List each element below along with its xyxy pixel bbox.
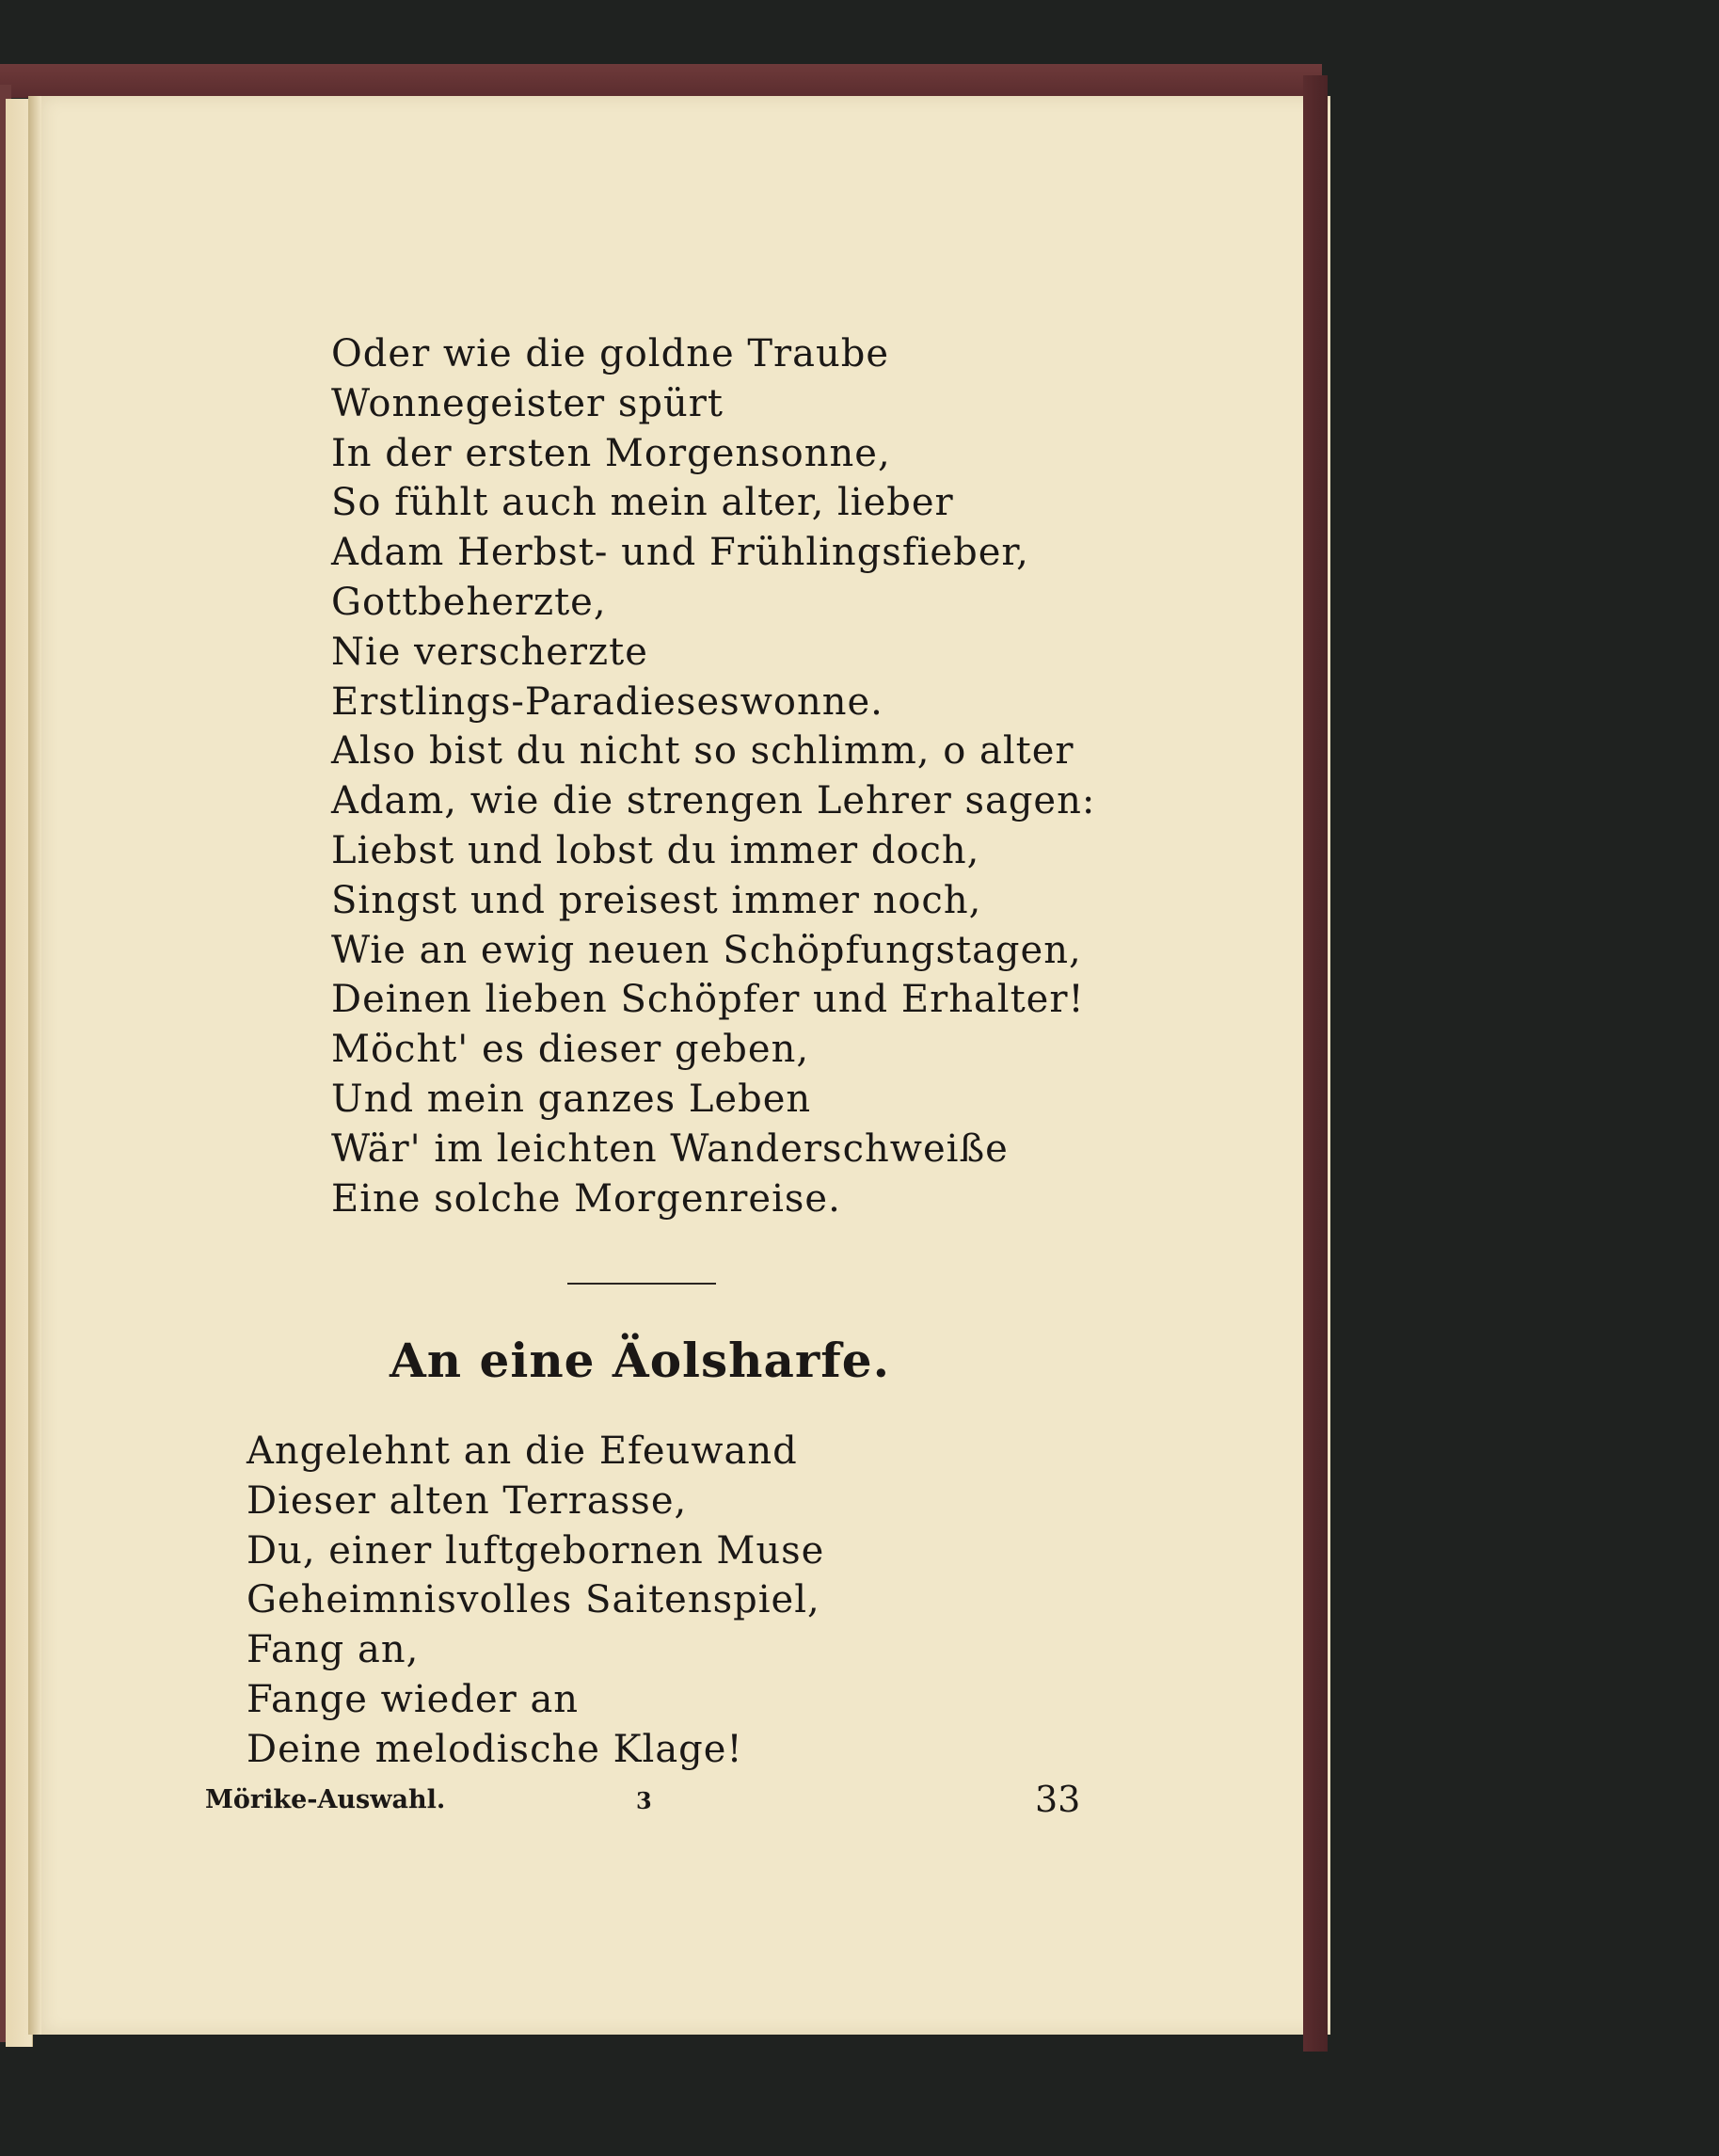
verse-line: Geheimnisvolles Saitenspiel, bbox=[247, 1578, 820, 1622]
page-gutter bbox=[28, 96, 41, 2035]
verse-line: Nie verscherzte bbox=[331, 630, 648, 674]
poem-continuation bbox=[331, 329, 1095, 1223]
verse-line: Adam Herbst- und Frühlingsfieber, bbox=[331, 531, 1029, 575]
verse-line: Liebst und lobst du immer doch, bbox=[331, 828, 980, 872]
book-cover-right-edge bbox=[1303, 75, 1328, 2052]
poem-verse bbox=[247, 1427, 824, 1775]
verse-line: Dieser alten Terrasse, bbox=[247, 1478, 688, 1523]
verse-line: Möcht' es dieser geben, bbox=[331, 1028, 810, 1072]
page-number: 33 bbox=[1035, 1779, 1081, 1820]
verse-line: Singst und preisest immer noch, bbox=[331, 878, 982, 922]
signature-mark: Mörike-Auswahl. bbox=[205, 1785, 446, 1814]
signature-number: 3 bbox=[636, 1787, 652, 1814]
poem-title: An eine Äolsharfe. bbox=[389, 1333, 891, 1388]
verse-line: Oder wie die goldne Traube bbox=[331, 332, 890, 375]
verse-line: Deinen lieben Schöpfer und Erhalter! bbox=[331, 978, 1085, 1022]
verse-line: Deine melodische Klage! bbox=[247, 1727, 743, 1771]
verse-line: Eine solche Morgenreise. bbox=[331, 1176, 841, 1221]
verse-line: Adam, wie die strengen Lehrer sagen: bbox=[331, 779, 1096, 823]
verse-line: Du, einer luftgebornen Muse bbox=[247, 1528, 825, 1573]
verse-line: Also bist du nicht so schlimm, o alter bbox=[331, 729, 1074, 774]
verse-line: Fange wieder an bbox=[247, 1677, 580, 1721]
verse-line: Und mein ganzes Leben bbox=[331, 1077, 812, 1121]
verse-line: Angelehnt an die Efeuwand bbox=[247, 1429, 798, 1473]
verse-line: Fang an, bbox=[247, 1628, 420, 1672]
verse-line: Wie an ewig neuen Schöpfungstagen, bbox=[331, 928, 1082, 972]
book-cover-top-edge bbox=[0, 64, 1322, 98]
verse-line: Erstlings-Paradieseswonne. bbox=[331, 679, 883, 724]
verse-line: Wonnegeister spürt bbox=[331, 381, 724, 425]
verse-line: In der ersten Morgensonne, bbox=[331, 431, 891, 475]
verse-line: Wär' im leichten Wanderschweiße bbox=[331, 1126, 1009, 1171]
section-divider bbox=[567, 1283, 716, 1285]
verse-line: Gottbeherzte, bbox=[331, 580, 607, 624]
verse-line: So fühlt auch mein alter, lieber bbox=[331, 481, 954, 525]
